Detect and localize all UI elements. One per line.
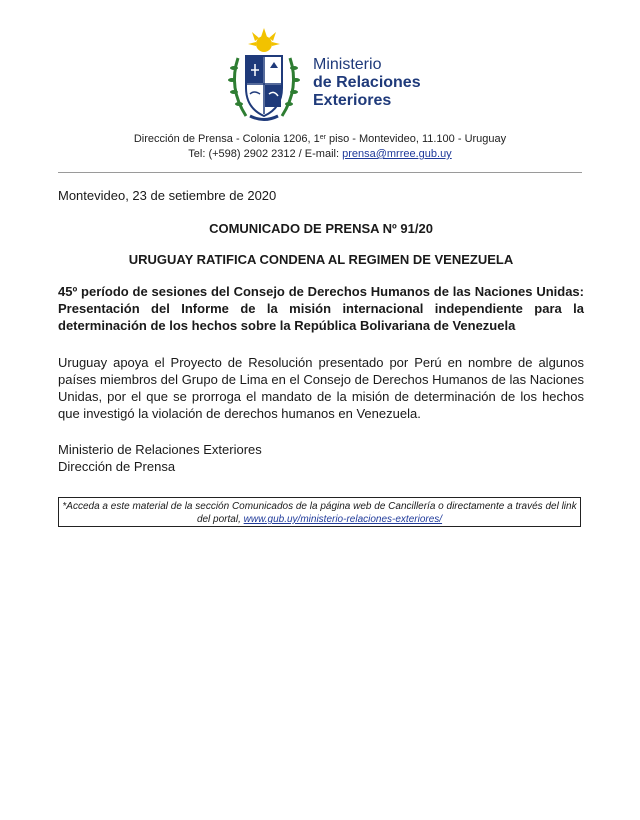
portal-link[interactable]: www.gub.uy/ministerio-relaciones-exteriores/ [243,514,443,525]
wordmark-line-1: Ministerio [313,56,382,73]
signature-block [58,441,584,475]
access-note-text: *Acceda a este material de la sección Comunicados de la página web de Cancillería o directamente a través del link del portal, [62,501,577,525]
letterhead [0,0,640,190]
coat-of-arms-icon [224,28,304,126]
release-number: COMUNICADO DE PRENSA Nº 91/20 [209,221,433,236]
body-paragraph: Uruguay apoya el Proyecto de Resolución presentado por Perú en nombre de algunos países miembros del Grupo de Lima en el Consejo de Derechos Humanos de las Naciones Unidas, por el que se prorroga el mandato de la misión de determinación de los hechos que investigó la violación de derechos humanos en Venezuela. [58,355,584,421]
address-text-start: Dirección de Prensa - Colonia 1206, 1 [133,133,320,145]
ministry-wordmark [313,56,421,110]
document-subtitle: 45º período de sesiones del Consejo de Derechos Humanos de las Naciones Unidas: Presentación del Informe de la misión internacional independiente para la determinación de los hechos sobre la República Bolivariana de Venezuela [58,284,584,333]
contact-line [0,148,640,160]
access-note-box [58,497,581,527]
header-divider [58,172,582,173]
contact-phone: Tel: (+598) 2902 2312 / E-mail: [188,148,343,160]
address-text-end: piso - Montevideo, 11.100 - Uruguay [325,133,507,145]
document-title: URUGUAY RATIFICA CONDENA AL REGIMEN DE VENEZUELA [128,252,514,267]
email-link[interactable]: prensa@mrree.gub.uy [342,148,452,160]
signature-line-2: Dirección de Prensa [58,459,176,474]
address-line [0,133,640,145]
document-date: Montevideo, 23 de setiembre de 2020 [58,188,277,203]
address-superscript: er [319,134,326,141]
wordmark-line-3: Exteriores [313,92,392,109]
wordmark-line-2: de Relaciones [313,74,421,91]
signature-line-1: Ministerio de Relaciones Exteriores [58,442,262,457]
